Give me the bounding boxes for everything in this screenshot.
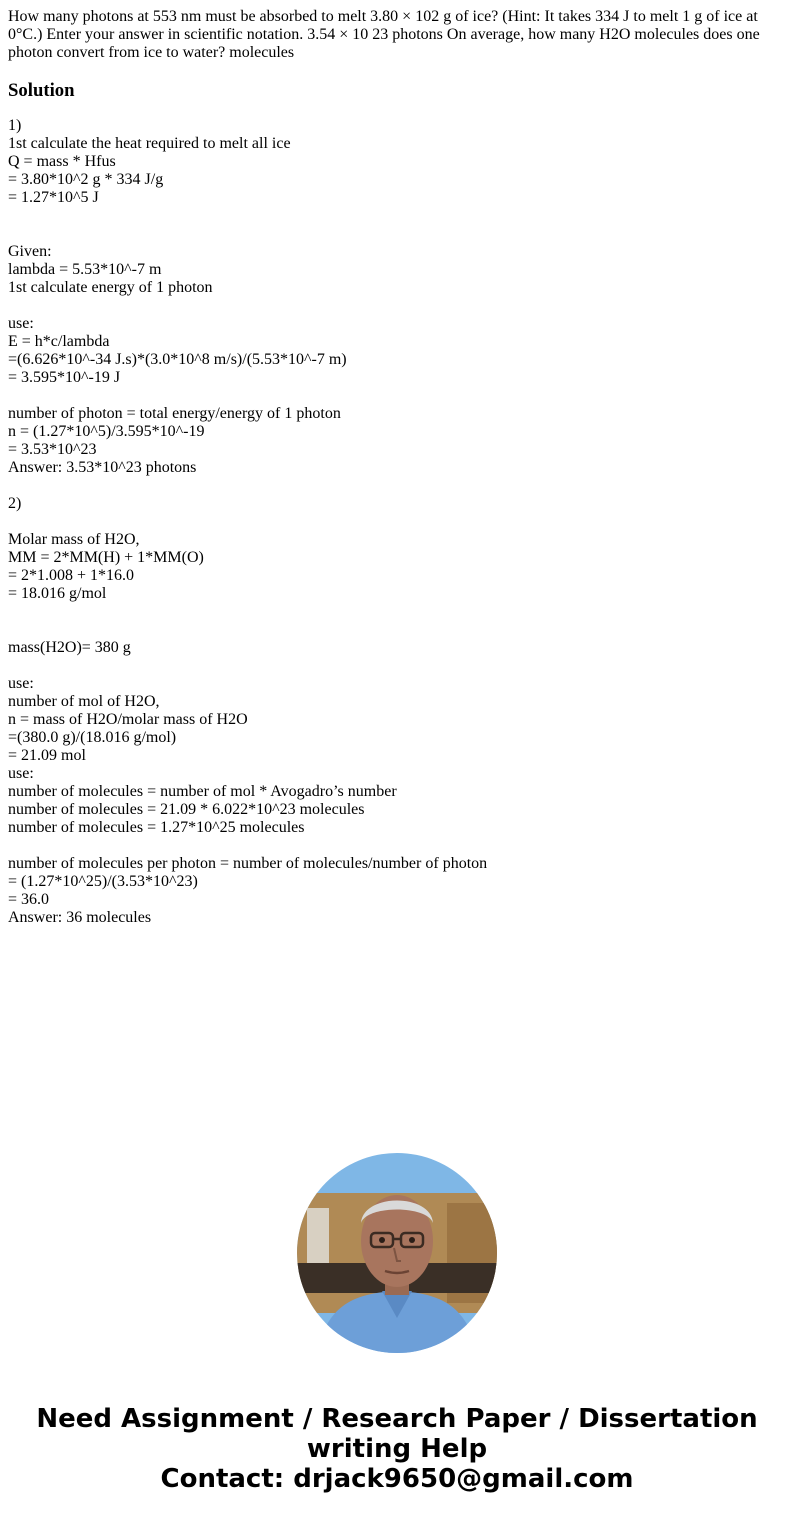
solution-line: use:: [8, 765, 34, 782]
solution-line: n = (1.27*10^5)/3.595*10^-19: [8, 423, 205, 440]
promo-line-1: Need Assignment / Research Paper / Dissertation: [36, 1404, 758, 1434]
solution-line: [8, 657, 778, 675]
solution-line: number of molecules = number of mol * Avogadro’s number: [8, 783, 397, 800]
solution-line: [8, 297, 778, 315]
solution-line: = 3.80*10^2 g * 334 J/g: [8, 171, 164, 188]
solution-line: = (1.27*10^25)/(3.53*10^23): [8, 873, 198, 890]
solution-line: = 1.27*10^5 J: [8, 189, 99, 206]
author-portrait-icon: [297, 1153, 497, 1353]
solution-line: [8, 477, 778, 495]
solution-line: use:: [8, 675, 34, 692]
solution-line: 1st calculate the heat required to melt all ice: [8, 135, 291, 152]
solution-body: [8, 117, 778, 927]
solution-line: lambda = 5.53*10^-7 m: [8, 261, 162, 278]
solution-line: E = h*c/lambda: [8, 333, 110, 350]
solution-line: use:: [8, 315, 34, 332]
solution-line: = 18.016 g/mol: [8, 585, 107, 602]
solution-line: = 21.09 mol: [8, 747, 86, 764]
solution-line: number of molecules per photon = number of molecules/number of photon: [8, 855, 488, 872]
promo-contact: Contact: drjack9650@gmail.com: [160, 1464, 634, 1494]
author-avatar: [297, 1153, 497, 1353]
solution-page: [8, 8, 778, 927]
solution-line: 2): [8, 495, 22, 512]
solution-line: Answer: 3.53*10^23 photons: [8, 459, 197, 476]
promo-line-2: writing Help: [306, 1434, 488, 1464]
solution-line: =(6.626*10^-34 J.s)*(3.0*10^8 m/s)/(5.53*10^-7 m): [8, 351, 347, 368]
solution-line: = 3.53*10^23: [8, 441, 97, 458]
solution-line: number of photon = total energy/energy of 1 photon: [8, 405, 341, 422]
solution-line: = 36.0: [8, 891, 50, 908]
solution-line: number of mol of H2O,: [8, 693, 160, 710]
solution-line: =(380.0 g)/(18.016 g/mol): [8, 729, 177, 746]
solution-line: 1): [8, 117, 22, 134]
solution-line: [8, 603, 778, 621]
solution-line: [8, 837, 778, 855]
solution-line: MM = 2*MM(H) + 1*MM(O): [8, 549, 204, 566]
solution-line: [8, 225, 778, 243]
solution-line: Answer: 36 molecules: [8, 909, 152, 926]
solution-line: n = mass of H2O/molar mass of H2O: [8, 711, 248, 728]
solution-heading: Solution: [8, 80, 75, 101]
question-text: How many photons at 553 nm must be absorbed to melt 3.80 × 102 g of ice? (Hint: It takes 334 J to melt 1 g of ice at 0°C.) Enter your answer in scientific notation. 3.54 × 10 23 photons On average, how many H2O molecules does one photon convert from ice to water? molecules: [8, 8, 760, 61]
solution-line: Q = mass * Hfus: [8, 153, 116, 170]
solution-line: mass(H2O)= 380 g: [8, 639, 131, 656]
solution-line: Given:: [8, 243, 52, 260]
solution-line: [8, 207, 778, 225]
solution-line: = 2*1.008 + 1*16.0: [8, 567, 135, 584]
solution-line: 1st calculate energy of 1 photon: [8, 279, 213, 296]
solution-line: Molar mass of H2O,: [8, 531, 140, 548]
promo-banner: [0, 1404, 794, 1494]
solution-line: number of molecules = 21.09 * 6.022*10^23 molecules: [8, 801, 365, 818]
solution-line: [8, 513, 778, 531]
solution-line: number of molecules = 1.27*10^25 molecules: [8, 819, 305, 836]
solution-line: [8, 387, 778, 405]
solution-line: = 3.595*10^-19 J: [8, 369, 121, 386]
solution-line: [8, 621, 778, 639]
